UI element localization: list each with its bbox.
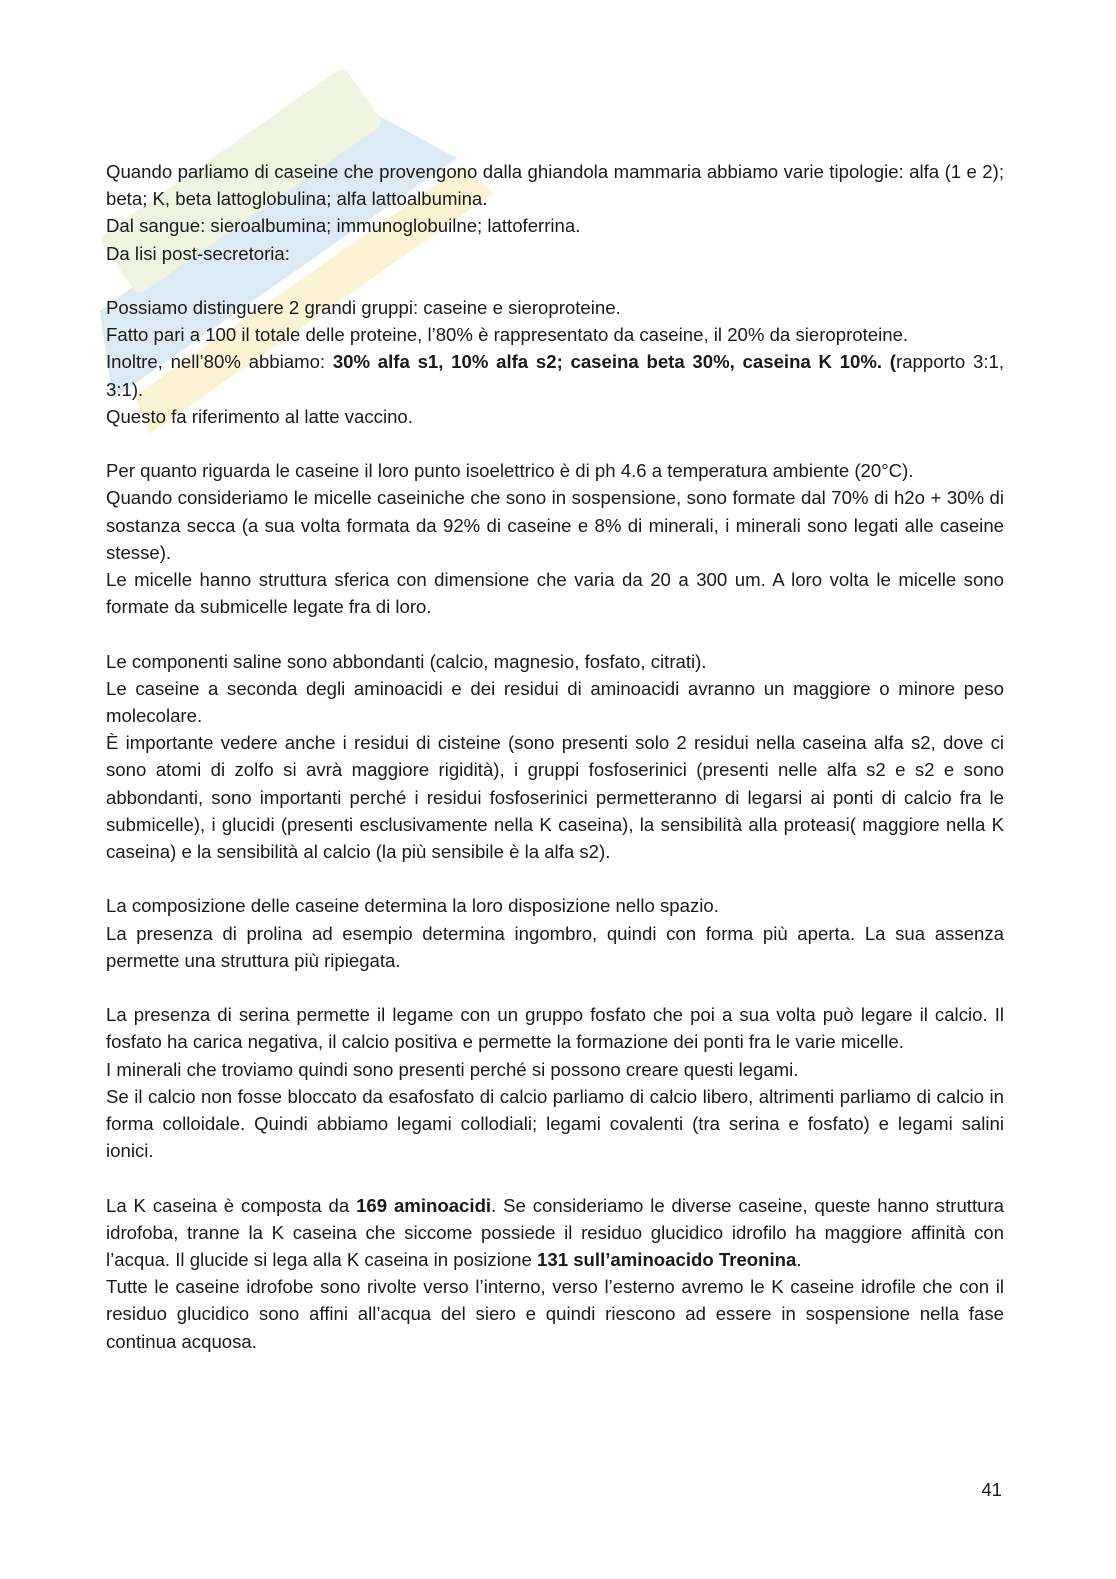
paragraph-casein-types: Quando parliamo di caseine che provengono dalla ghiandola mammaria abbiamo varie tipologie: alfa (1 e 2); beta; K, beta lattoglobulina; alfa lattoalbumina. — [106, 161, 1004, 210]
text-run: La K caseina è composta da — [106, 1194, 357, 1216]
text-run: rapporto 3:1, 3:1). — [106, 351, 1005, 400]
document-body — [106, 158, 1004, 1355]
paragraph-minerals: I minerali che troviamo quindi sono presenti perché si possono creare questi legami. — [106, 1058, 799, 1080]
paragraph-micelle-structure: Le micelle hanno struttura sferica con dimensione che varia da 20 a 300 um. A loro volta le micelle sono formate da submicelle legate fra di loro. — [106, 569, 1004, 618]
paragraph-molecular-weight: Le caseine a seconda degli aminoacidi e dei residui di aminoacidi avranno un maggiore o minore peso molecolare. — [106, 677, 1004, 727]
paragraph-blood-proteins: Dal sangue: sieroalbumina; immunoglobuilne; lattoferrina. — [106, 215, 581, 237]
paragraph-protein-split: Fatto pari a 100 il totale delle proteine, l’80% è rappresentato da caseine, il 20% da sieroproteine. — [106, 324, 909, 346]
paragraph-residues: È importante vedere anche i residui di cisteine (sono presenti solo 2 residui nella caseina alfa s2, dove ci sono atomi di zolfo si avrà maggiore rigidità), i gruppi fosfoserinici (presenti nelle alfa s2 e s2 e sono abbondanti, sono importanti perché i residui fosfoserinici permetteranno di legarsi ai ponti di calcio fra le submicelle), i glucidi (presenti esclusivamente nella K caseina), la sensibilità alla proteasi( maggiore nella K caseina) e la sensibilità al calcio (la più sensibile è la alfa s2). — [106, 732, 1004, 863]
paragraph-casein-ratio — [106, 348, 1004, 402]
bold-run: 169 aminoacidi — [356, 1194, 492, 1216]
paragraph-two-groups: Possiamo distinguere 2 grandi gruppi: caseine e sieroproteine. — [106, 297, 621, 318]
paragraph-micelle-composition: Quando consideriamo le micelle caseiniche che sono in sospensione, sono formate dal 70% di h2o + 30% di sostanza secca (a sua volta formata da 92% di caseine e 8% di minerali, i minerali sono legati alle caseine stesse). — [106, 487, 1004, 563]
paragraph-serine: La presenza di serina permette il legame con un gruppo fosfato che poi a sua volta può legare il calcio. Il fosfato ha carica negativa, il calcio positiva e permette la formazione dei ponti fra le varie micelle. — [106, 1004, 1004, 1053]
text-run: Inoltre, nell’80% abbiamo: — [106, 351, 333, 373]
bold-run: 30% alfa s1, 10% alfa s2; caseina beta 30%, caseina K 10%. ( — [332, 351, 896, 373]
paragraph-k-casein — [106, 1192, 1004, 1274]
text-run: . Se consideriamo le diverse caseine, queste hanno struttura idrofoba, tranne la K caseina che siccome possiede il residuo glucidico idrofilo ha maggiore affinità con l’acqua. Il glucide si lega alla K caseina in posizione — [106, 1194, 1004, 1271]
page-number: 41 — [981, 1479, 1002, 1500]
paragraph-post-secretory: Da lisi post-secretoria: — [106, 242, 290, 264]
paragraph-saline-components: Le componenti saline sono abbondanti (calcio, magnesio, fosfato, citrati). — [106, 650, 707, 672]
text-run: . — [796, 1249, 802, 1271]
paragraph-isoelectric-point: Per quanto riguarda le caseine il loro punto isoelettrico è di ph 4.6 a temperatura ambiente (20°C). — [106, 460, 914, 482]
bold-run: 131 sull’aminoacido Treonina — [537, 1249, 797, 1271]
paragraph-hydrophobic-caseins: Tutte le caseine idrofobe sono rivolte verso l’interno, verso l’esterno avremo le K caseine idrofile che con il residuo glucidico sono affini all’acqua del siero e quindi riescono ad essere in sospensione nella fase continua acquosa. — [106, 1276, 1004, 1352]
paragraph-calcium: Se il calcio non fosse bloccato da esafosfato di calcio parliamo di calcio libero, altrimenti parliamo di calcio in forma colloidale. Quindi abbiamo legami collodiali; legami covalenti (tra serina e fosfato) e legami salini ionici. — [106, 1085, 1004, 1162]
paragraph-cow-milk: Questo fa riferimento al latte vaccino. — [106, 405, 413, 427]
paragraph-spatial-arrangement: La composizione delle caseine determina la loro disposizione nello spazio. — [106, 895, 719, 917]
paragraph-proline: La presenza di prolina ad esempio determina ingombro, quindi con forma più aperta. La sua assenza permette una struttura più ripiegata. — [106, 922, 1004, 971]
